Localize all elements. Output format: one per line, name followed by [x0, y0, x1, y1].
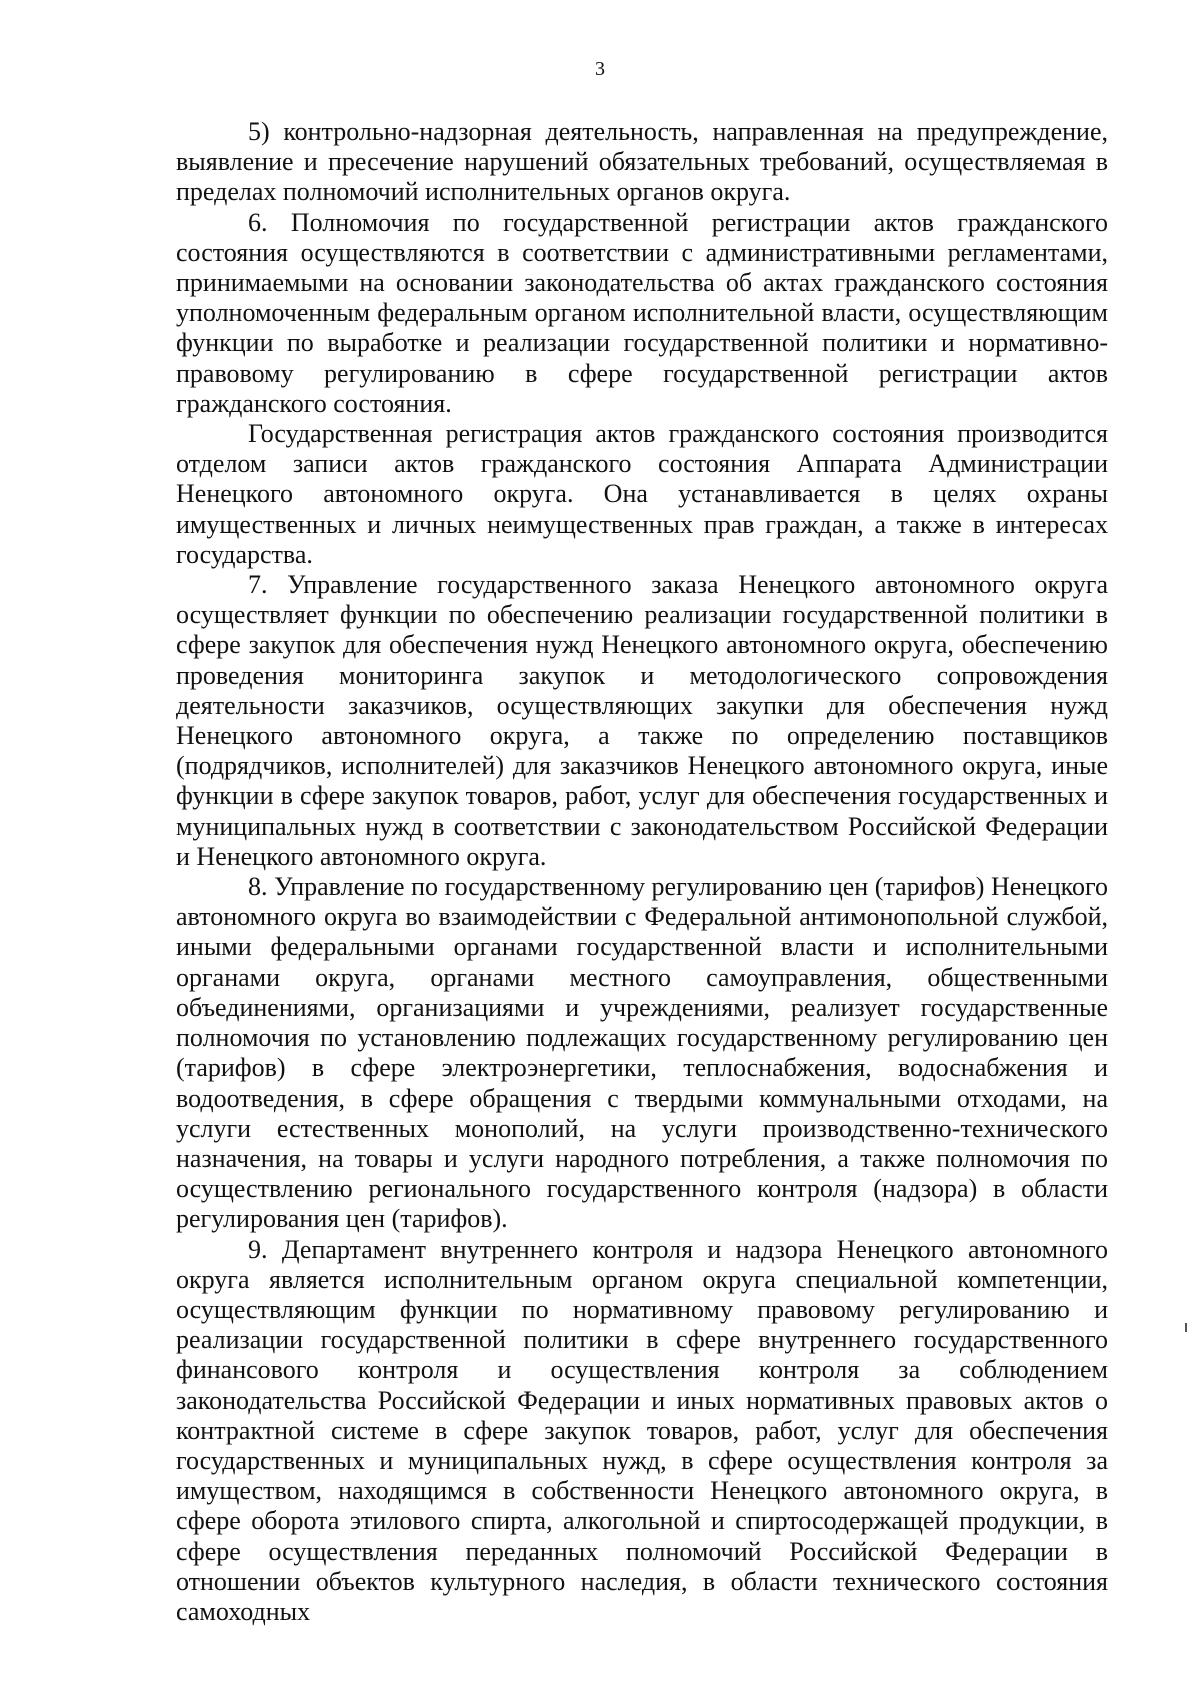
paragraph-item-8: 8. Управление по государственному регулированию цен (тарифов) Ненецкого автономного округа во взаимодействии с Федеральной антимонопольной службой, иными федеральными органами государственной власти и исполнительными органами округа, органами местного самоуправления, общественными объединениями, организациями и учреждениями, реализует государственные полномочия по установлению подлежащих государственному регулированию цен (тарифов) в сфере электроэнергетики, теплоснабжения, водоснабжения и водоотведения, в сфере обращения с твердыми коммунальными отходами, на услуги естественных монополий, на услуги производственно-технического назначения, на товары и услуги народного потребления, а также полномочия по осуществлению регионального государственного контроля (надзора) в области регулирования цен (тарифов).: [176, 872, 1108, 1234]
paragraph-item-7: 7. Управление государственного заказа Ненецкого автономного округа осуществляет функции по обеспечению реализации государственной политики в сфере закупок для обеспечения нужд Ненецкого автономного округа, обеспечению проведения мониторинга закупок и методологического сопровождения деятельности заказчиков, осуществляющих закупки для обеспечения нужд Ненецкого автономного округа, а также по определению поставщиков (подрядчиков, исполнителей) для заказчиков Ненецкого автономного округа, иные функции в сфере закупок товаров, работ, услуг для обеспечения государственных и муниципальных нужд в соответствии с законодательством Российской Федерации и Ненецкого автономного округа.: [176, 570, 1108, 871]
page-number: 3: [595, 58, 605, 80]
paragraph-civil-registration: Государственная регистрация актов гражданского состояния производится отделом записи актов гражданского состояния Аппарата Администрации Ненецкого автономного округа. Она устанавливается в целях охраны имущественных и личных неимущественных прав граждан, а также в интересах государства.: [176, 419, 1108, 569]
document-body: [176, 117, 1108, 1627]
paragraph-item-5: 5) контрольно-надзорная деятельность, направленная на предупреждение, выявление и пресечение нарушений обязательных требований, осуществляемая в пределах полномочий исполнительных органов округа.: [176, 117, 1108, 207]
paragraph-item-9: 9. Департамент внутреннего контроля и надзора Ненецкого автономного округа является исполнительным органом округа специальной компетенции, осуществляющим функции по нормативному правовому регулированию и реализации государственной политики в сфере внутреннего государственного финансового контроля и осуществления контроля за соблюдением законодательства Российской Федерации и иных нормативных правовых актов о контрактной системе в сфере закупок товаров, работ, услуг для обеспечения государственных и муниципальных нужд, в сфере осуществления контроля за имуществом, находящимся в собственности Ненецкого автономного округа, в сфере оборота этилового спирта, алкогольной и спиртосодержащей продукции, в сфере осуществления переданных полномочий Российской Федерации в отношении объектов культурного наследия, в области технического состояния самоходных: [176, 1234, 1108, 1626]
scan-artifact-mark: [1185, 1323, 1187, 1332]
paragraph-item-6: 6. Полномочия по государственной регистрации актов гражданского состояния осуществляются в соответствии с административными регламентами, принимаемыми на основании законодательства об актах гражданского состояния уполномоченным федеральным органом исполнительной власти, осуществляющим функции по выработке и реализации государственной политики и нормативно-правовому регулированию в сфере государственной регистрации актов гражданского состояния.: [176, 207, 1108, 418]
